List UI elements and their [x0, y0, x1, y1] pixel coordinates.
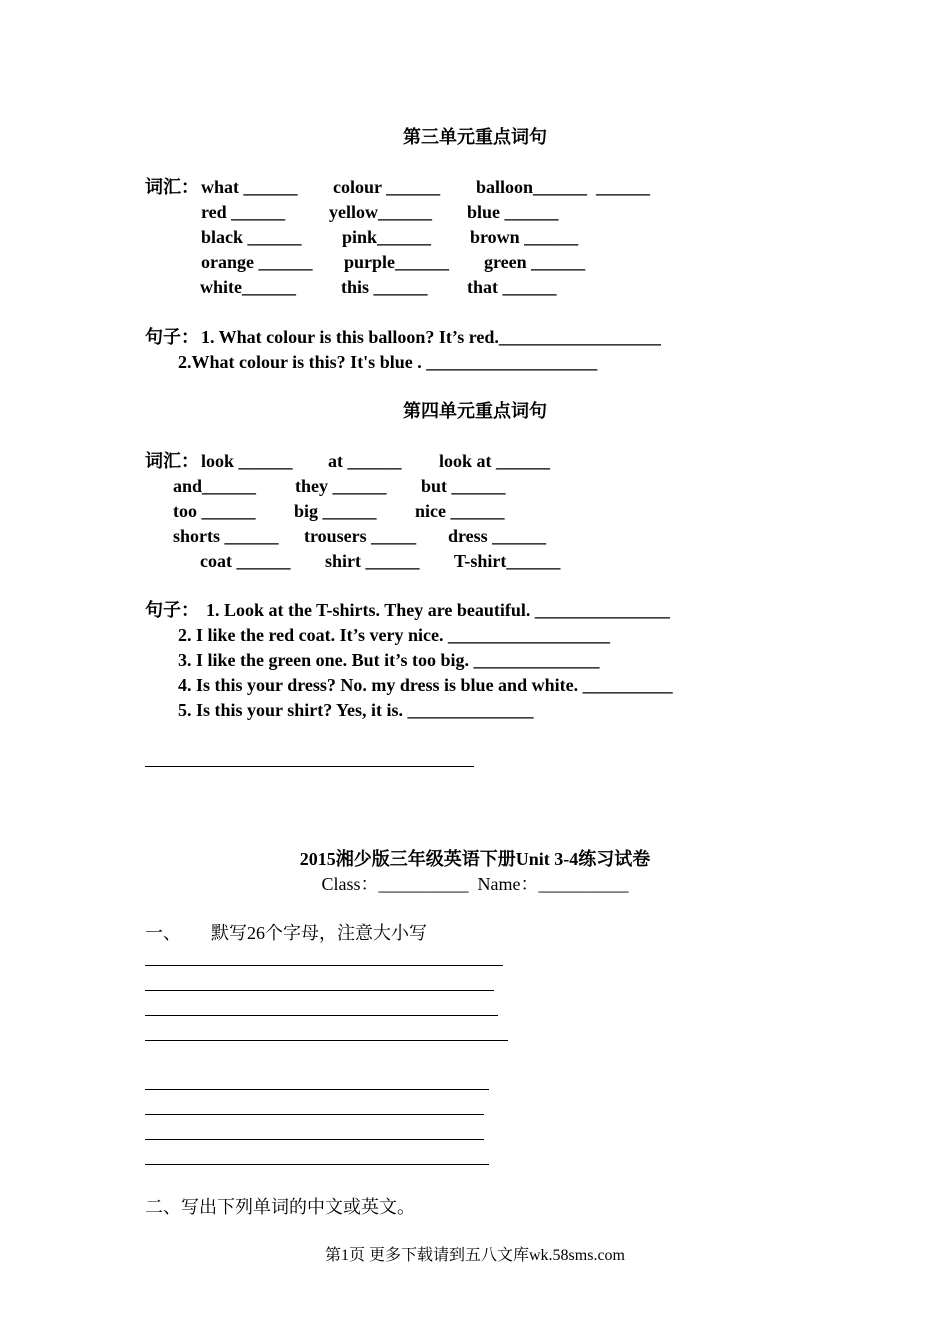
vocab-item: that ______ — [467, 277, 557, 297]
vocab-item: orange ______ — [201, 252, 313, 272]
sentence: 3. I like the green one. But it’s too big. ______________ — [178, 650, 600, 670]
section1-instruction: 默写26个字母，注意大小写 — [211, 923, 427, 943]
vocab-item: trousers _____ — [304, 526, 417, 546]
vocab-item: but ______ — [421, 476, 506, 496]
answer-line — [145, 1139, 484, 1140]
unit4-vocab-label: 词汇： — [145, 451, 199, 471]
vocab-item: what ______ — [201, 177, 298, 197]
vocab-item: shorts ______ — [173, 526, 279, 546]
answer-line — [145, 1114, 484, 1115]
section1-number: 一、 — [145, 923, 181, 943]
sentence: 1. What colour is this balloon? It’s red.__________________ — [201, 327, 661, 347]
vocab-item: red ______ — [201, 202, 286, 222]
answer-line — [145, 1015, 498, 1016]
answer-line — [145, 766, 474, 767]
vocab-item: brown ______ — [470, 227, 579, 247]
vocab-item: coat ______ — [200, 551, 291, 571]
unit4-title: 第四单元重点词句 — [403, 401, 547, 421]
sentence: 2. I like the red coat. It’s very nice. __________________ — [178, 625, 610, 645]
vocab-item: T-shirt______ — [454, 551, 561, 571]
vocab-item: pink______ — [342, 227, 432, 247]
unit3-title: 第三单元重点词句 — [403, 127, 547, 147]
unit3-vocab-label: 词汇： — [145, 177, 199, 197]
vocab-item: big ______ — [294, 501, 377, 521]
class-name-line: Class：__________ Name：__________ — [321, 874, 629, 894]
vocab-item: white______ — [200, 277, 296, 297]
vocab-item: shirt ______ — [325, 551, 420, 571]
vocab-item: they ______ — [295, 476, 387, 496]
vocab-item: green ______ — [484, 252, 586, 272]
sentence: 4. Is this your dress? No. my dress is blue and white. __________ — [178, 675, 673, 695]
unit4-sentence-label: 句子： — [145, 600, 199, 620]
answer-line — [145, 965, 503, 966]
vocab-item: too ______ — [173, 501, 256, 521]
answer-line — [145, 990, 494, 991]
answer-line — [145, 1040, 508, 1041]
unit3-sentence-label: 句子： — [145, 327, 199, 347]
vocab-item: look at ______ — [439, 451, 551, 471]
answer-line — [145, 1164, 489, 1165]
vocab-item: blue ______ — [467, 202, 559, 222]
vocab-item: at ______ — [328, 451, 402, 471]
test-title: 2015湘少版三年级英语下册Unit 3-4练习试卷 — [299, 849, 651, 869]
vocab-item: look ______ — [201, 451, 293, 471]
sentence: 2.What colour is this? It's blue . ___________________ — [178, 352, 598, 372]
sentence: 1. Look at the T-shirts. They are beautiful. _______________ — [206, 600, 670, 620]
vocab-item: nice ______ — [415, 501, 505, 521]
vocab-item: colour ______ — [333, 177, 441, 197]
vocab-item: yellow______ — [329, 202, 432, 222]
vocab-item: this ______ — [341, 277, 428, 297]
vocab-item: dress ______ — [448, 526, 547, 546]
page-footer: 第1页 更多下载请到五八文库wk.58sms.com — [324, 1247, 625, 1264]
sentence: 5. Is this your shirt? Yes, it is. ______________ — [178, 700, 534, 720]
vocab-item: purple______ — [344, 252, 450, 272]
vocab-item: and______ — [173, 476, 257, 496]
section2-instruction: 二、写出下列单词的中文或英文。 — [145, 1197, 415, 1217]
vocab-item: black ______ — [201, 227, 302, 247]
answer-line — [145, 1089, 489, 1090]
vocab-item: balloon______ ______ — [476, 177, 651, 197]
